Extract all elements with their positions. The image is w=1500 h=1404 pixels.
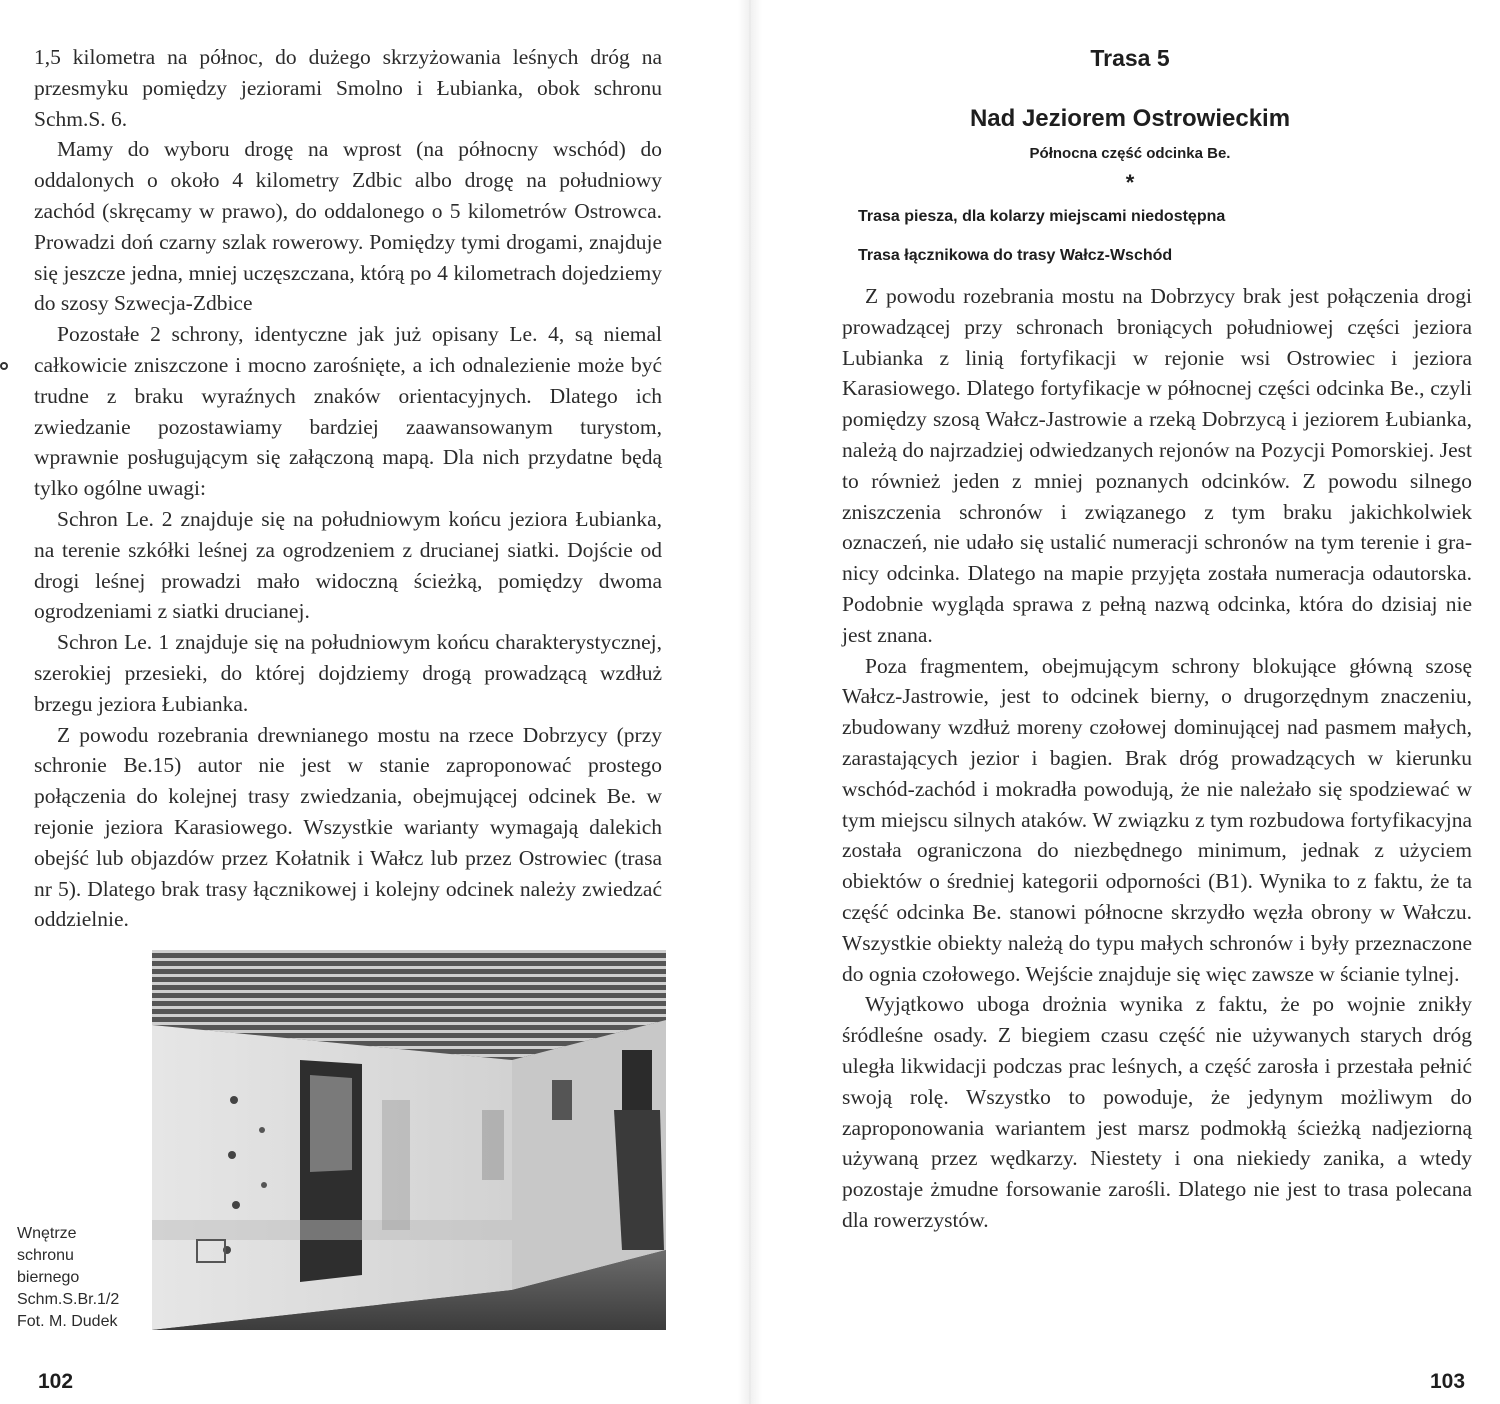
paragraph: Poza fragmentem, obejmującym schrony blokujące główną szosę Wałcz-Jastrowie, jest to odcinek bierny, o drugorzędnym znaczeniu, zbudowany wzdłuż moreny czołowej dominującej nad pasmem małych, zarastających jezior i bagien. Brak dróg prowadzących w kierunku wschód-zachód i mokradła powodują, że nie należało się spodziewać w tym miejscu silnych ataków. W związku z tym rozbudowa fortyfikacyjna została ograniczona do niezbędnego minimum, jednak z użyciem obiektów o średniej kategorii odporności (B1). Wynika to z faktu, że ta część odcinka Be. stanowi północne skrzydło węzła obrony w Wałczu. Wszystkie obiekty należą do typu małych schronów i były przeznaczone do ognia czołowego. Wejście znajduje się więc zawsze w ścianie tylnej.: [842, 653, 1472, 986]
right-page-body: [842, 281, 1472, 1236]
chapter-subtitle: Północna część odcinka Be.: [1029, 145, 1231, 162]
paragraph: Wyjątkowo uboga drożnia wynika z faktu, że po wojnie znikły śródleśne osady. Z biegiem czasu część nie używanych starych dróg uległa likwidacji podczas prac leśnych, a część zarosła i przestała pełnić swoją rolę. Wszystko to powoduje, że jedynym możliwym do zaproponowania wariantem jest marsz podmokłą ścieżką nadjeziorną używaną przez wędkarzy. Niestety i ona niekiedy zanika, a wtedy pozostaje żmudne forsowanie zarośli. Dlatego nie jest to trasa polecana dla rowerzystów.: [842, 992, 1472, 1232]
paragraph: Z powodu rozebrania mostu na Dobrzycy brak jest połączenia drogi prowadzącej przy schronach broniących południowej części jeziora Lubianka z linią fortyfikacji w rejonie wsi Ostrowiec i jeziora Karasiowego. Dlatego fortyfikacje w północnej części odcinka Be., czyli pomiędzy szosą Wałcz-Jastrowie a rzeką Dobrzycą i jeziorem Łubianka, należą do najrzadziej odwiedzanych rejonów na Pozycji Pomorskiej. Jest to również jeden z mniej poznanych odcinków. Z powodu silnego zniszczenia schronów i związanego z tym braku jakichkolwiek oznaczeń, nie udało się ustalić numeracji schronów na tym terenie i granicy odcinka. Dlatego na mapie przyjęta została numeracja odautorska. Podobnie wygląda sprawa z pełną nazwą odcinka, która do dzisiaj nie jest znana.: [842, 284, 1472, 647]
caption-line: biernego: [17, 1269, 80, 1286]
left-page: [0, 0, 740, 1404]
route-label: Trasa 5: [1090, 45, 1170, 71]
photo-caption: [17, 1223, 142, 1333]
paragraph: Mamy do wyboru drogę na wprost (na północny wschód) do oddalonych o około 4 kilometry Zdbic albo drogę na południowy zachód (skręcamy w prawo), do oddalonego o 5 kilometrów Ostrowca. Prowadzi doń czarny szlak rowerowy. Pomiędzy tymi drogami, znajduje się jeszcze jedna, mniej uczęszczana, którą po 4 kilometrach dojedziemy do szosy Szwecja-Zdbice: [34, 137, 662, 316]
page-number: 103: [1430, 1370, 1466, 1393]
separator-star: *: [1125, 170, 1135, 195]
chapter-title: Nad Jeziorem Ostrowieckim: [969, 105, 1291, 132]
paragraph: Schron Le. 2 znajduje się na południowym końcu jeziora Łubianka, na terenie szkółki leśnej za ogrodzeniem z drucianej siatki. Dojście od drogi leśnej prowadzi mało widoczną ścieżką, pomiędzy dwoma ogrodzeniami z siatki drucianej.: [34, 506, 662, 624]
paragraph: Pozostałe 2 schrony, identyczne jak już opisany Le. 4, są niemal całkowicie zniszczone i mocno zarośnięte, a ich odnalezienie może być trudne z braku wyraźnych znaków orientacyjnych. Dlatego ich zwiedzanie pozostawiamy bardziej zaawansowanym turystom, wprawnie posługującym się załączoną mapą. Dla nich przydatne będą tylko ogólne uwagi:: [34, 322, 662, 501]
left-page-body: [34, 42, 662, 935]
paragraph: Z powodu rozebrania drewnianego mostu na rzece Dobrzycy (przy schronie Be.15) autor nie jest w stanie zaproponować prostego połączenia do kolejnej trasy zwiedzania, obejmującej odcinek Be. w rejonie jeziora Karasiowego. Wszystkie warianty wymagają dalekich obejść lub objazdów przez Kołatnik i Wałcz lub przez Ostrowiec (trasa nr 5). Dlatego brak trasy łącznikowej i kolejny odcinek należy zwiedzać oddzielnie.: [34, 722, 662, 932]
paragraph: 1,5 kilometra na północ, do dużego skrzyżowania leśnych dróg na przesmyku pomiędzy jeziorami Smolno i Łubianka, obok schronu Schm.S. 6.: [34, 45, 662, 131]
route-info-1: Trasa piesza, dla kolarzy miejscami niedostępna: [858, 208, 1226, 225]
caption-line: Fot. M. Dudek: [17, 1313, 118, 1330]
book-gutter: [738, 0, 762, 1404]
page-number: 102: [38, 1370, 74, 1393]
margin-mark-icon: [0, 362, 8, 370]
paragraph: Schron Le. 1 znajduje się na południowym końcu charakterystycznej, szerokiej przesieki, do której dojdziemy drogą prowadzącą wzdłuż brzegu jeziora Łubianka.: [34, 630, 662, 716]
caption-line: Schm.S.Br.1/2: [17, 1291, 120, 1308]
caption-line: schronu: [17, 1247, 74, 1264]
route-info-2: Trasa łącznikowa do trasy Wałcz-Wschód: [858, 247, 1173, 264]
right-page: [760, 0, 1500, 1404]
bunker-interior-photo: [152, 950, 666, 1330]
caption-line: Wnętrze: [17, 1225, 77, 1242]
